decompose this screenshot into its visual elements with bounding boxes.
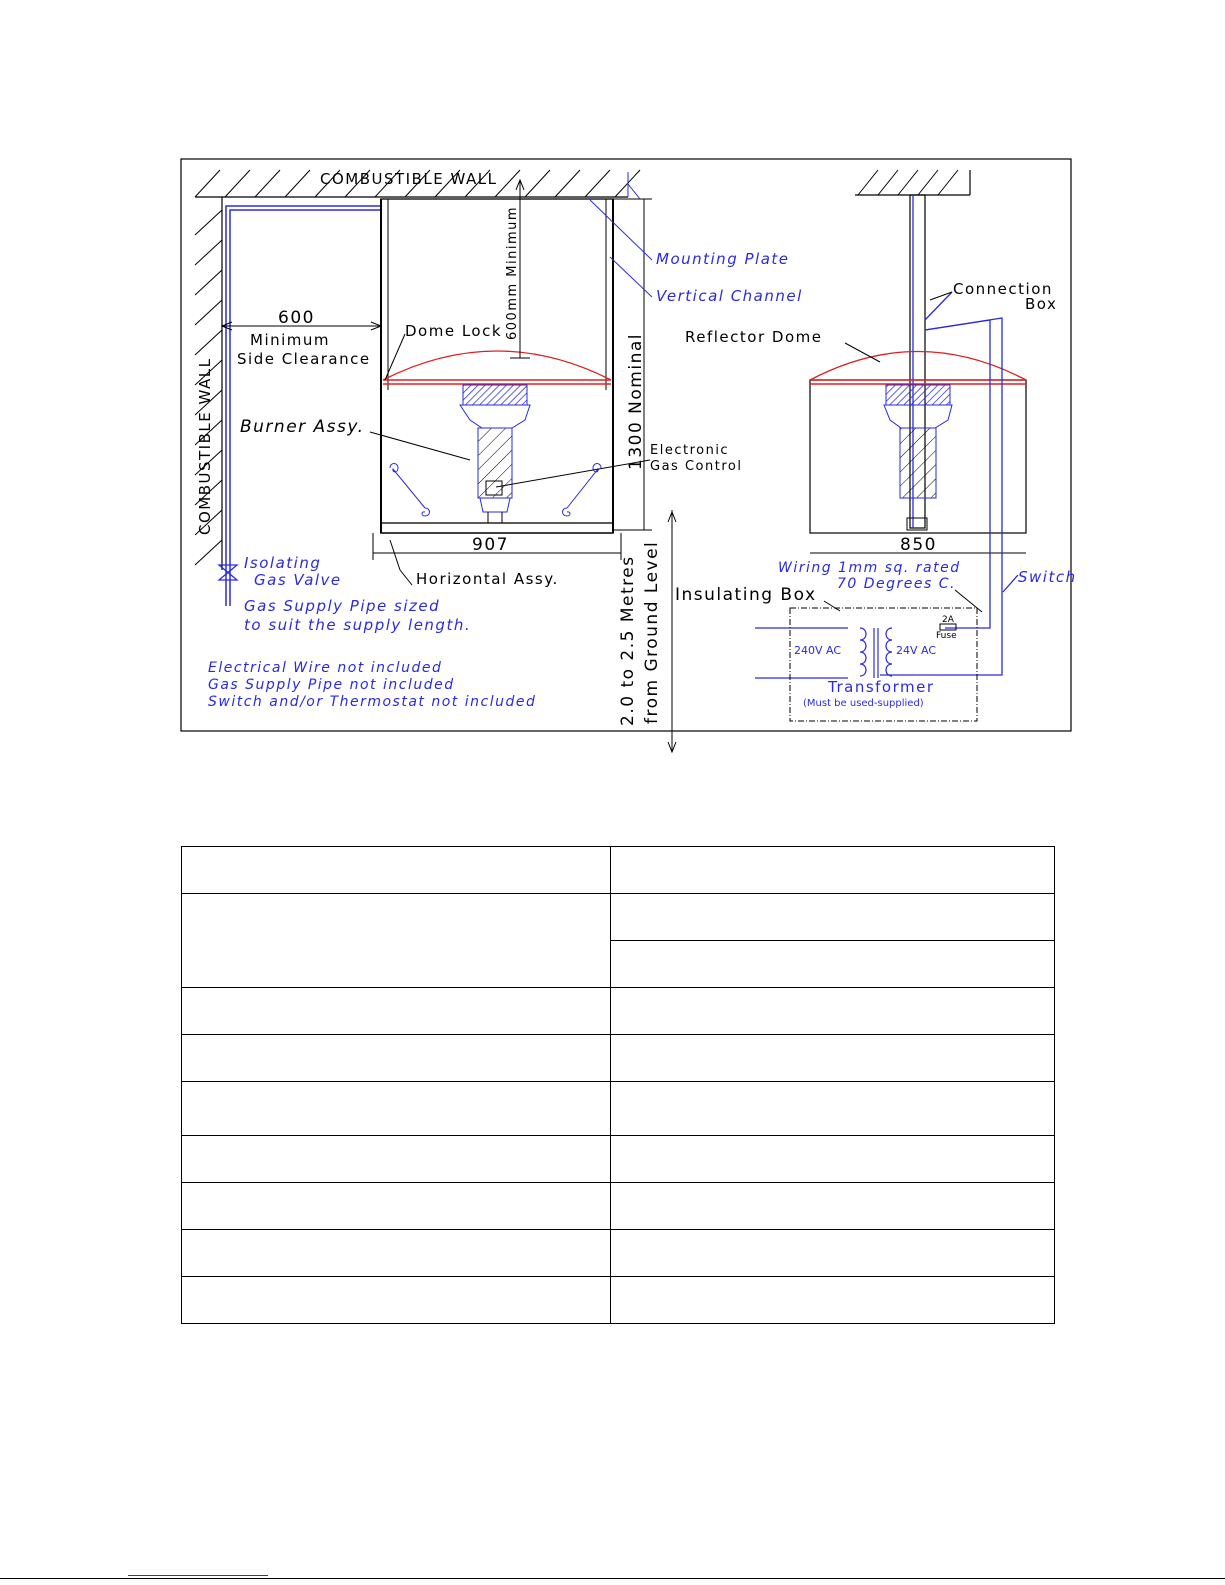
fuse-label: Fuse bbox=[936, 631, 957, 641]
dim-600: 600 bbox=[278, 308, 315, 328]
nominal-1300-label: 1300 Nominal bbox=[626, 333, 646, 470]
switch-label: Switch bbox=[1018, 568, 1077, 586]
table-cell bbox=[611, 1082, 1055, 1136]
isolating-label: Isolating bbox=[244, 554, 322, 572]
burner-assy-label: Burner Assy. bbox=[240, 417, 365, 437]
side-clearance-label: Side Clearance bbox=[237, 350, 371, 368]
transformer-label: Transformer bbox=[828, 678, 935, 696]
table-row bbox=[182, 1183, 1055, 1230]
gas-supply-label-2: to suit the supply length. bbox=[244, 616, 472, 634]
fuse-rating-label: 2A bbox=[942, 615, 954, 625]
table-row bbox=[182, 847, 1055, 894]
table-row bbox=[182, 988, 1055, 1035]
table-cell bbox=[182, 1136, 611, 1183]
burner-tube bbox=[478, 428, 512, 498]
table-cell bbox=[611, 941, 1055, 988]
v24-label: 24V AC bbox=[896, 644, 937, 657]
table-cell bbox=[611, 988, 1055, 1035]
top-wall-label: COMBUSTIBLE WALL bbox=[320, 170, 498, 188]
table-cell bbox=[611, 894, 1055, 941]
side-wall-label: COMBUSTIBLE WALL bbox=[196, 357, 214, 535]
table-cell bbox=[182, 988, 611, 1035]
reflector-dome-label: Reflector Dome bbox=[685, 328, 823, 346]
dim-850: 850 bbox=[900, 535, 937, 555]
box-label: Box bbox=[1025, 295, 1058, 313]
dome-lock-label: Dome Lock bbox=[405, 322, 503, 340]
dim-907: 907 bbox=[472, 535, 509, 555]
wiring-label-2: 70 Degrees C. bbox=[837, 576, 956, 592]
table-cell bbox=[611, 1277, 1055, 1324]
table-row bbox=[182, 1082, 1055, 1136]
gas-supply-pipe bbox=[226, 206, 382, 606]
gas-supply-label-1: Gas Supply Pipe sized bbox=[244, 597, 441, 615]
table-cell bbox=[611, 1183, 1055, 1230]
note-electrical: Electrical Wire not included bbox=[208, 660, 443, 676]
reflector-dome-left bbox=[383, 351, 611, 380]
mounting-plate-label: Mounting Plate bbox=[656, 250, 790, 268]
gas-control-label: Gas Control bbox=[650, 459, 743, 474]
table-row bbox=[182, 1277, 1055, 1324]
table-cell bbox=[182, 847, 611, 894]
table-cell bbox=[182, 1183, 611, 1230]
v240-label: 240V AC bbox=[794, 644, 842, 657]
minimum-label: Minimum bbox=[250, 331, 331, 349]
left-view bbox=[195, 170, 803, 752]
table-cell bbox=[182, 1035, 611, 1082]
connection-label: Connection bbox=[953, 280, 1053, 298]
isolating-valve-icon bbox=[219, 565, 237, 580]
wiring-label-1: Wiring 1mm sq. rated bbox=[778, 560, 961, 576]
ground-label-1: 2.0 to 2.5 Metres bbox=[618, 555, 638, 726]
gas-valve-label: Gas Valve bbox=[254, 571, 342, 589]
table-cell bbox=[611, 1230, 1055, 1277]
table-cell bbox=[611, 1136, 1055, 1183]
ground-label-2: from Ground Level bbox=[642, 540, 662, 724]
table-cell bbox=[611, 1035, 1055, 1082]
table-row bbox=[182, 1230, 1055, 1277]
footnote-rule bbox=[128, 1575, 268, 1576]
min-600mm-label: 600mm Minimum bbox=[505, 205, 520, 340]
insulating-box-label: Insulating Box bbox=[675, 585, 817, 605]
spec-table bbox=[181, 846, 1055, 1324]
table-cell bbox=[611, 847, 1055, 894]
table-cell bbox=[182, 894, 611, 988]
note-gas-pipe: Gas Supply Pipe not included bbox=[208, 677, 455, 693]
table-cell bbox=[182, 1277, 611, 1324]
transformer-icon bbox=[860, 628, 892, 678]
burner-head bbox=[463, 385, 527, 405]
electronic-label: Electronic bbox=[650, 443, 730, 458]
installation-diagram bbox=[0, 0, 1225, 760]
horizontal-assy bbox=[381, 523, 613, 533]
table-cell bbox=[182, 1230, 611, 1277]
must-be-used-label: (Must be used-supplied) bbox=[803, 698, 924, 709]
horizontal-assy-label: Horizontal Assy. bbox=[416, 570, 559, 588]
table-cell bbox=[182, 1082, 611, 1136]
table-row bbox=[182, 894, 1055, 941]
ceiling-hatch bbox=[858, 170, 958, 195]
vertical-channel-label: Vertical Channel bbox=[656, 287, 803, 305]
note-switch: Switch and/or Thermostat not included bbox=[208, 694, 537, 710]
table-row bbox=[182, 1035, 1055, 1082]
table-row bbox=[182, 1136, 1055, 1183]
reflector-dome-right bbox=[810, 352, 1026, 381]
page-bottom-rule bbox=[0, 1578, 1225, 1579]
